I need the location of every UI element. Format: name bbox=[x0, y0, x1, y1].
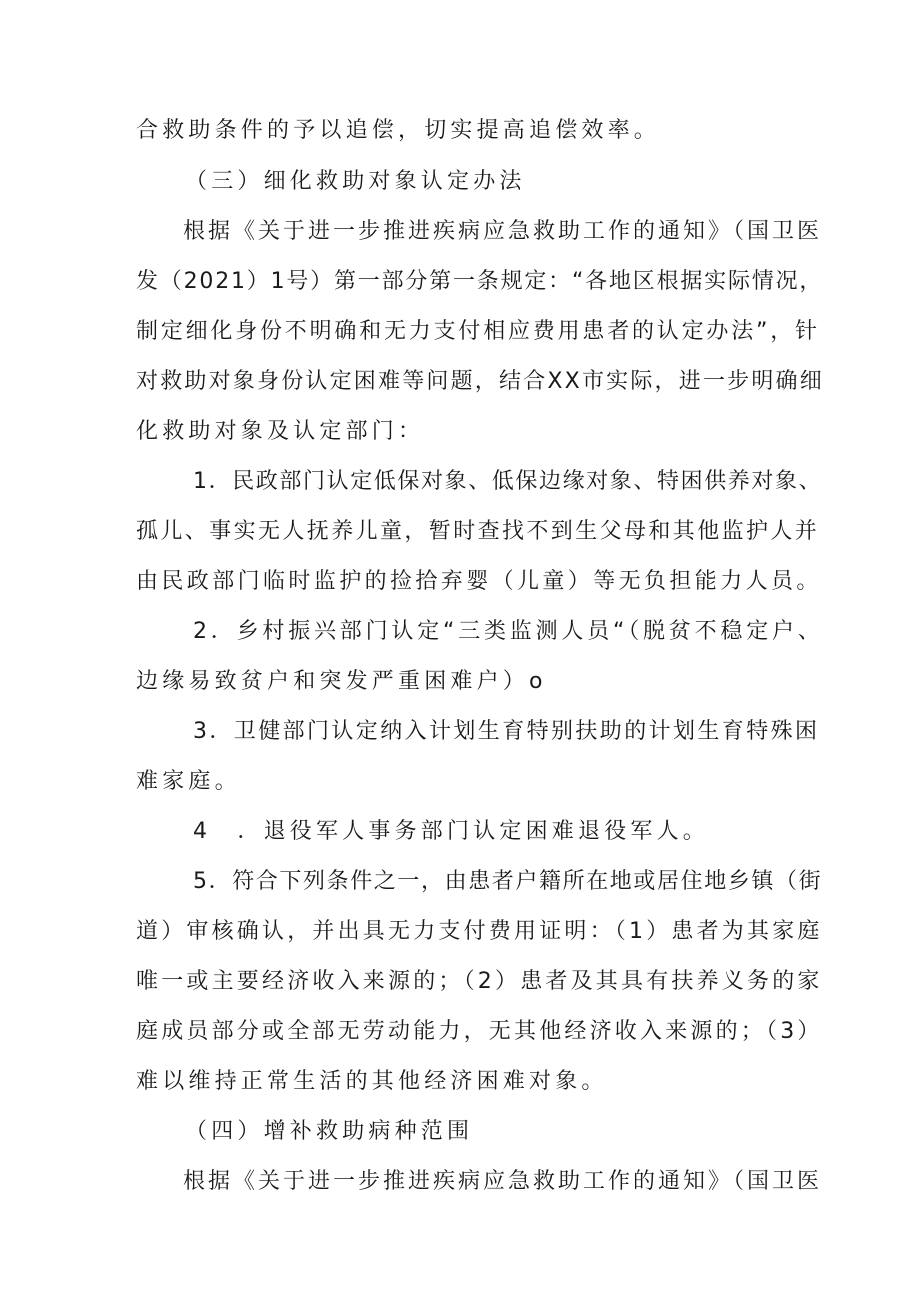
list-item-5-line-4: 庭成员部分或全部无劳动能力，无其他经济收入来源的；（3） bbox=[136, 1019, 823, 1044]
text-line-5: 制定细化身份不明确和无力支付相应费用患者的认定办法”，针 bbox=[136, 319, 820, 344]
list-item-1-line-2: 孤儿、事实无人抚养儿童，暂时查找不到生父母和其他监护人并 bbox=[136, 519, 820, 544]
list-item-5-line-3: 唯一或主要经济收入来源的；（2）患者及其具有扶养义务的家 bbox=[136, 969, 823, 994]
text-line-1: 合救助条件的予以追偿，切实提高追偿效率。 bbox=[136, 118, 661, 143]
section-heading-4: （四）增补救助病种范围 bbox=[185, 1119, 474, 1144]
list-item-1-line-3: 由民政部门临时监护的捡拾弃婴（儿童）等无负担能力人员。 bbox=[136, 569, 822, 594]
list-item-5-line-2: 道）审核确认，并出具无力支付费用证明：（1）患者为其家庭 bbox=[136, 919, 823, 944]
text-line-4: 发（2021）1号）第一部分第一条规定：“各地区根据实际情况， bbox=[136, 269, 824, 294]
list-item-2-line-1: 2．乡村振兴部门认定“三类监测人员“（脱贫不稳定户、 bbox=[193, 619, 824, 644]
section-heading-3: （三）细化救助对象认定办法 bbox=[185, 169, 526, 194]
list-item-1-line-1: 1．民政部门认定低保对象、低保边缘对象、特困供养对象、 bbox=[193, 469, 823, 494]
list-item-5-line-1: 5．符合下列条件之一，由患者户籍所在地或居住地乡镇（街 bbox=[193, 869, 823, 894]
list-item-3-line-2: 难家庭。 bbox=[136, 769, 241, 794]
list-item-5-line-5: 难以维持正常生活的其他经济困难对象。 bbox=[136, 1069, 608, 1094]
text-line-3: 根据《关于进一步推进疾病应急救助工作的通知》（国卫医 bbox=[183, 219, 823, 244]
list-item-4-line-1: 4 ．退役军人事务部门认定困难退役军人。 bbox=[193, 819, 709, 844]
list-item-2-line-2: 边缘易致贫户和突发严重困难户）o bbox=[136, 669, 547, 694]
text-line-6: 对救助对象身份认定困难等问题，结合XX市实际，进一步明确细 bbox=[136, 369, 824, 394]
list-item-3-line-1: 3．卫健部门认定纳入计划生育特别扶助的计划生育特殊困 bbox=[193, 719, 820, 744]
text-line-7: 化救助对象及认定部门： bbox=[136, 419, 425, 444]
text-line-22: 根据《关于进一步推进疾病应急救助工作的通知》（国卫医 bbox=[183, 1169, 823, 1194]
